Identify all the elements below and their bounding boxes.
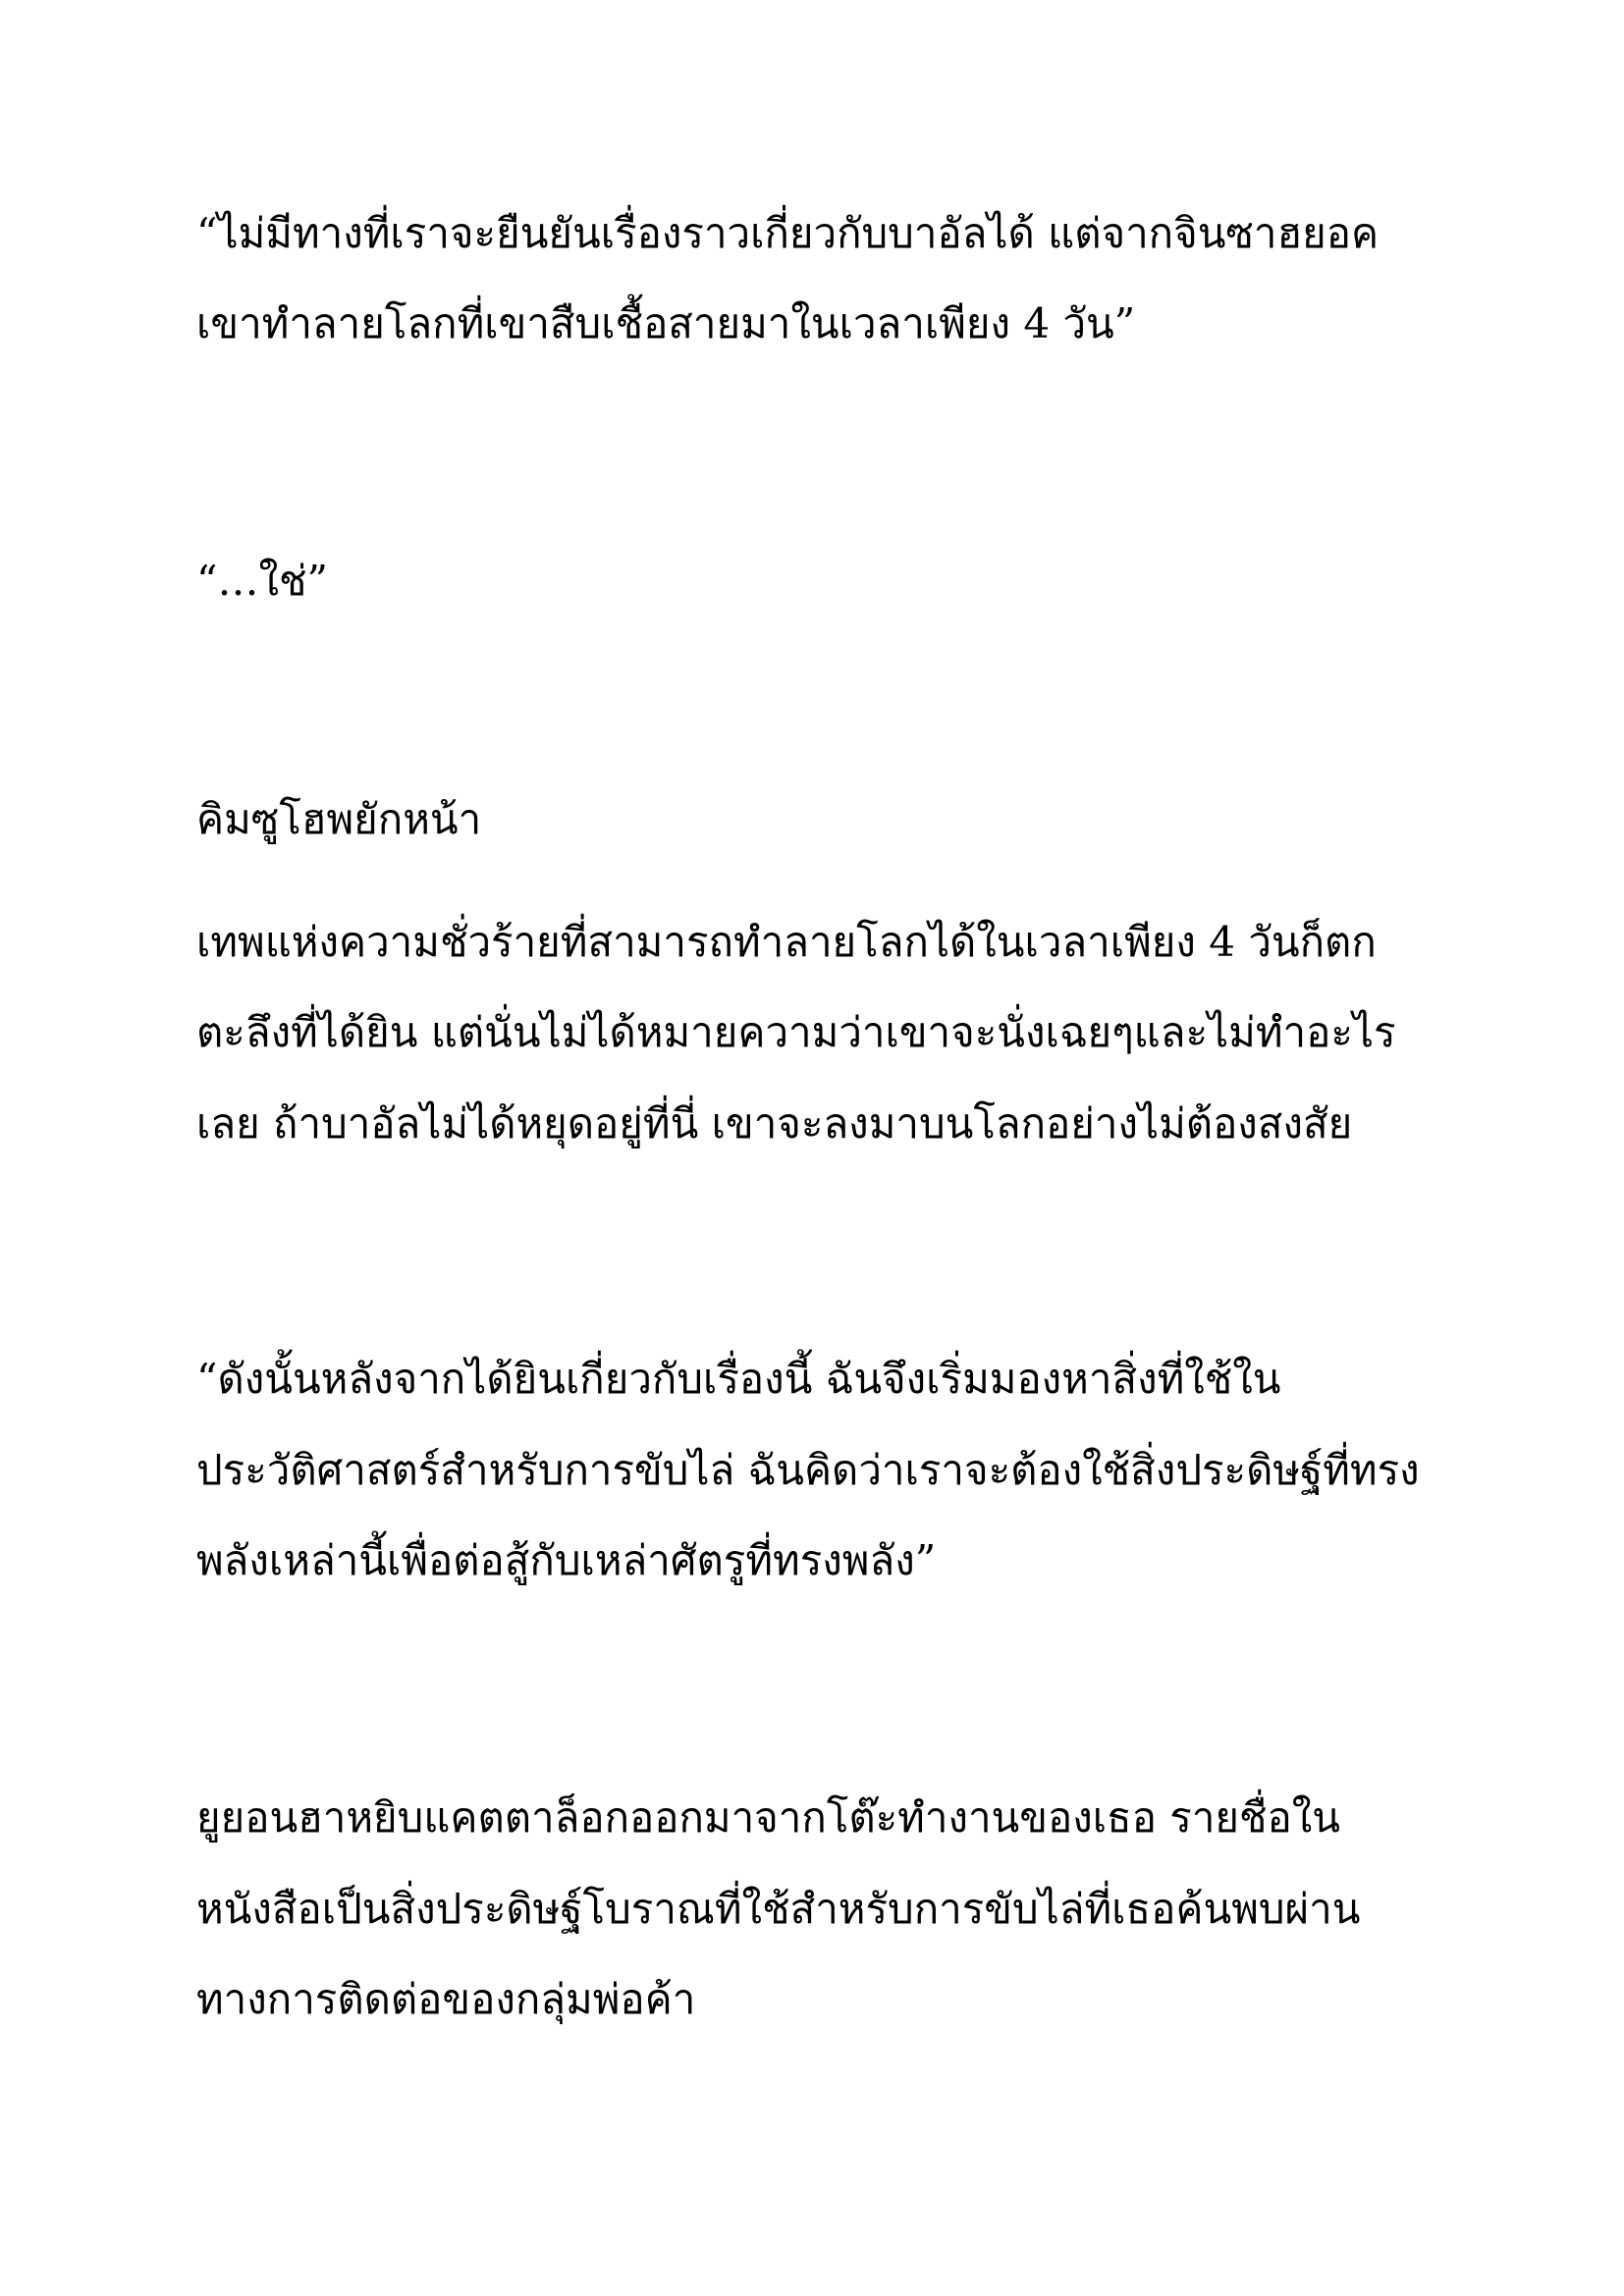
paragraph-line: หนังสือเป็นสิ่งประดิษฐ์โบราณที่ใช้สำหรับการขับไล่ที่เธอค้นพบผ่าน: [196, 1885, 1361, 1933]
paragraph-line: “ดังนั้นหลังจากได้ยินเกี่ยวกับเรื่องนี้ ฉันจึงเริ่มมองหาสิ่งที่ใช้ใน: [196, 1355, 1281, 1403]
paragraph-line: ยูยอนฮาหยิบแคตตาล็อกออกมาจากโต๊ะทำงานของเธอ รายชื่อใน: [196, 1793, 1340, 1842]
paragraph-line: “…ใช่”: [196, 557, 328, 605]
paragraph-line: พลังเหล่านี้เพื่อต่อสู้กับเหล่าศัตรูที่ทรงพลัง”: [196, 1536, 937, 1584]
paragraph-line: เทพแห่งความชั่วร้ายที่สามารถทำลายโลกได้ในเวลาเพียง 4 วันก็ตก: [196, 918, 1377, 966]
paragraph-line: เขาทำลายโลกที่เขาสืบเชื้อสายมาในเวลาเพียง 4 วัน”: [196, 299, 1136, 347]
paragraph-line: “ไม่มีทางที่เราจะยืนยันเรื่องราวเกี่ยวกับบาอัลได้ แต่จากจินซาฮยอค: [196, 209, 1380, 257]
paragraph-line: ประวัติศาสตร์สำหรับการขับไล่ ฉันคิดว่าเราจะต้องใช้สิ่งประดิษฐ์ที่ทรง: [196, 1446, 1420, 1494]
paragraph-line: คิมซูโฮพยักหน้า: [196, 795, 482, 843]
paragraph-line: เลย ถ้าบาอัลไม่ได้หยุดอยู่ที่นี่ เขาจะลงมาบนโลกอย่างไม่ต้องสงสัย: [196, 1099, 1353, 1148]
paragraph-line: ทางการติดต่อของกลุ่มพ่อค้า: [196, 1975, 696, 2023]
paragraph-line: ตะลึงที่ได้ยิน แต่นั่นไม่ได้หมายความว่าเขาจะนั่งเฉยๆและไม่ทำอะไร: [196, 1008, 1396, 1056]
